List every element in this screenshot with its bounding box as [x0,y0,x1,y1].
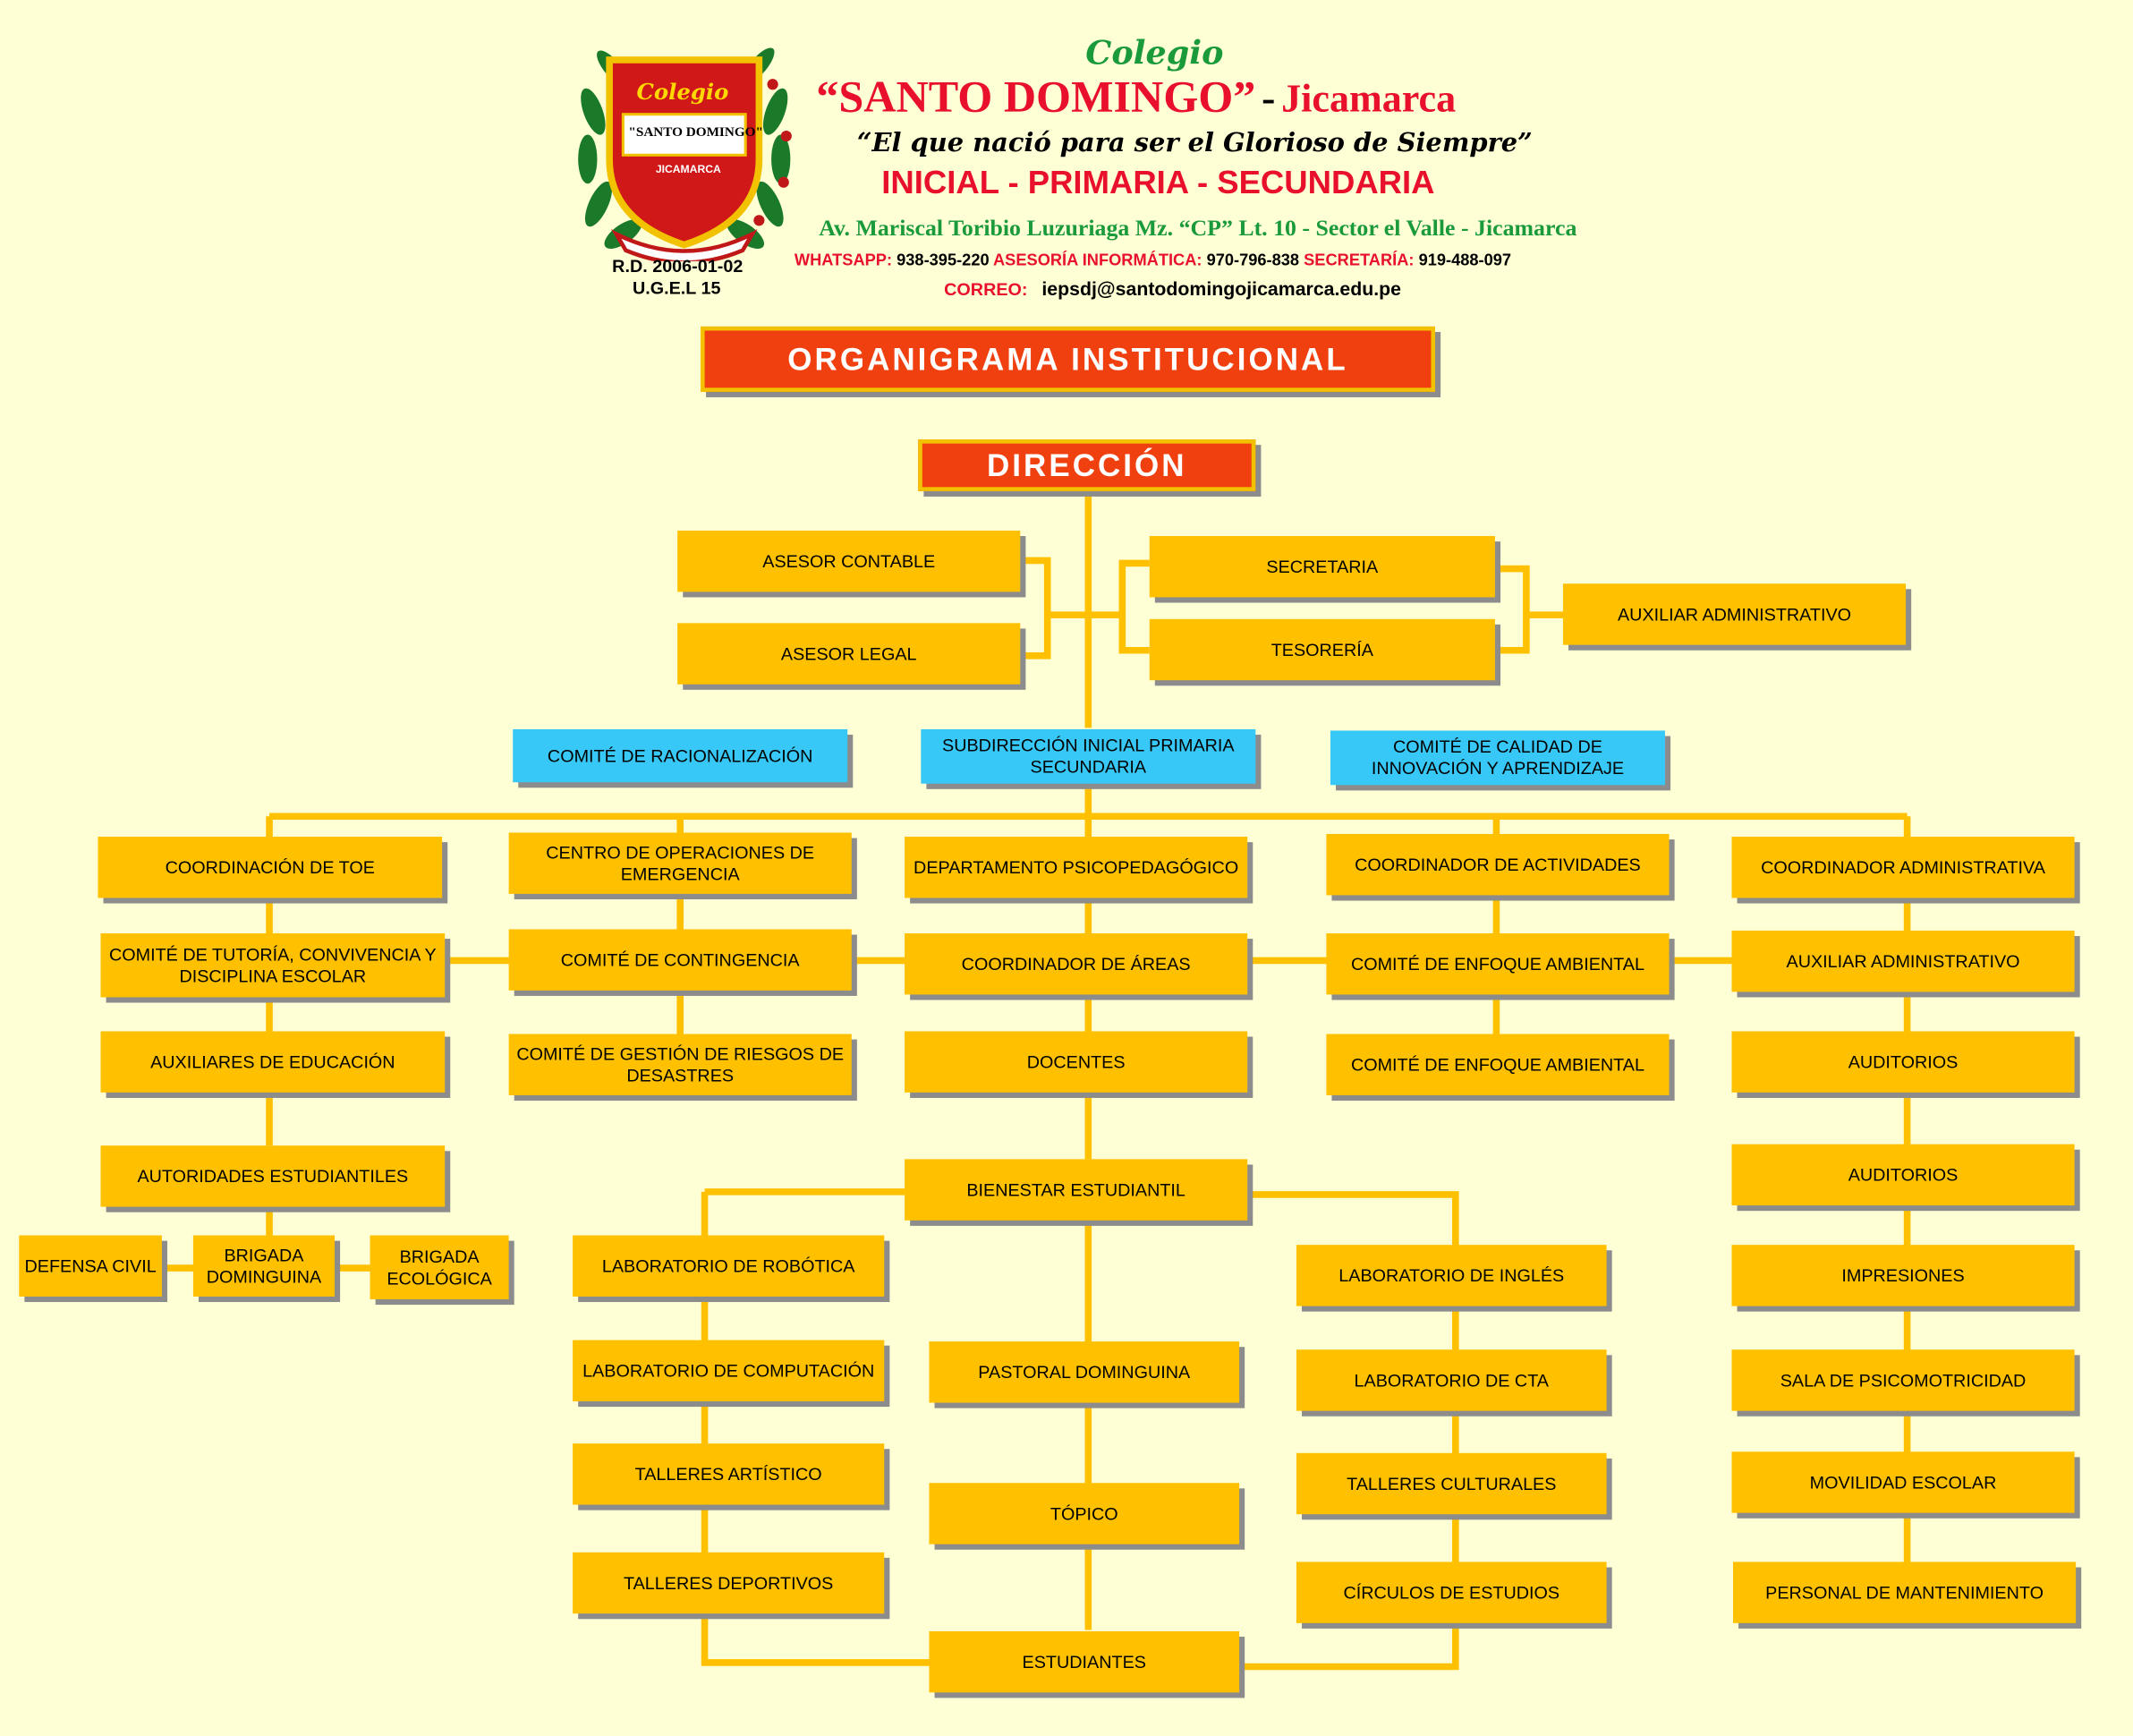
header-school-name [816,73,1456,123]
email-label: CORREO: [944,278,1028,300]
talleres-artistico-box[interactable]: TALLERES ARTÍSTICO [573,1443,884,1504]
lab-cta-box[interactable]: LABORATORIO DE CTA [1296,1349,1607,1410]
circulos-estudios-box[interactable]: CÍRCULOS DE ESTUDIOS [1296,1562,1607,1622]
subdireccion-box[interactable]: SUBDIRECCIÓN INICIAL PRIMARIA SECUNDARIA [921,729,1255,784]
secretaria-label: SECRETARÍA: [1304,250,1415,270]
auditorios-2-box[interactable]: AUDITORIOS [1731,1145,2074,1205]
org-chart-title: ORGANIGRAMA INSTITUCIONAL [701,327,1435,392]
topico-box[interactable]: TÓPICO [929,1483,1239,1544]
ugel-number: U.G.E.L 15 [632,277,721,298]
autoridades-estudiantiles-box[interactable]: AUTORIDADES ESTUDIANTILES [101,1145,446,1206]
auxiliares-educacion-box[interactable]: AUXILIARES DE EDUCACIÓN [101,1031,446,1092]
auxiliar-administrativo-right-box[interactable]: AUXILIAR ADMINISTRATIVO [1731,931,2074,991]
pastoral-dominguina-box[interactable]: PASTORAL DOMINGUINA [929,1341,1239,1402]
direccion-box[interactable]: DIRECCIÓN [918,439,1255,491]
tesoreria-box[interactable]: TESORERÍA [1150,619,1495,680]
school-levels: INICIAL - PRIMARIA - SECUNDARIA [881,164,1435,202]
contact-phones [795,251,1511,269]
whatsapp-label: WHATSAPP: [794,250,893,270]
crest-text-name: "SANTO DOMINGO" [628,124,763,140]
brigada-ecologica-box[interactable]: BRIGADA ECOLÓGICA [370,1236,509,1299]
defensa-civil-box[interactable]: DEFENSA CIVIL [19,1236,162,1297]
lab-ingles-box[interactable]: LABORATORIO DE INGLÉS [1296,1245,1607,1306]
coordinacion-toe-box[interactable]: COORDINACIÓN DE TOE [98,837,442,898]
school-crest [569,30,800,260]
asesoria-number: 970-796-838 [1206,250,1300,270]
departamento-psicopedagogico-box[interactable]: DEPARTAMENTO PSICOPEDAGÓGICO [905,837,1247,898]
crest-text-place: JICAMARCA [655,163,721,176]
centro-operaciones-box[interactable]: CENTRO DE OPERACIONES DE EMERGENCIA [509,832,852,893]
lab-robotica-box[interactable]: LABORATORIO DE ROBÓTICA [573,1236,884,1297]
coordinador-administrativa-box[interactable]: COORDINADOR ADMINISTRATIVA [1731,837,2074,898]
impresiones-box[interactable]: IMPRESIONES [1731,1245,2074,1306]
header-colegio: Colegio [1085,32,1224,72]
contact-email [944,277,1401,302]
comite-enfoque-ambiental-2-box[interactable]: COMITÉ DE ENFOQUE AMBIENTAL [1326,1034,1669,1095]
name-dash: - [1262,76,1276,122]
whatsapp-number: 938-395-220 [897,250,990,270]
comite-riesgos-box[interactable]: COMITÉ DE GESTIÓN DE RIESGOS DE DESASTRES [509,1034,852,1095]
school-place: Jicamarca [1281,77,1457,122]
school-motto: “El que nació para ser el Glorioso de Siempre” [856,127,1533,158]
coordinador-actividades-box[interactable]: COORDINADOR DE ACTIVIDADES [1326,834,1669,895]
secretaria-number: 919-488-097 [1418,250,1512,270]
comite-contingencia-box[interactable]: COMITÉ DE CONTINGENCIA [509,929,852,990]
sala-psicomotricidad-box[interactable]: SALA DE PSICOMOTRICIDAD [1731,1349,2074,1410]
talleres-culturales-box[interactable]: TALLERES CULTURALES [1296,1453,1607,1514]
movilidad-escolar-box[interactable]: MOVILIDAD ESCOLAR [1731,1451,2074,1512]
comite-calidad-box[interactable]: COMITÉ DE CALIDAD DE INNOVACIÓN Y APRENDIZAJE [1330,730,1665,785]
crest-graphic [569,30,800,260]
comite-enfoque-ambiental-1-box[interactable]: COMITÉ DE ENFOQUE AMBIENTAL [1326,933,1669,994]
coordinador-areas-box[interactable]: COORDINADOR DE ÁREAS [905,933,1247,994]
brigada-dominguina-box[interactable]: BRIGADA DOMINGUINA [193,1236,335,1297]
secretaria-box[interactable]: SECRETARIA [1150,536,1495,597]
docentes-box[interactable]: DOCENTES [905,1031,1247,1092]
talleres-deportivos-box[interactable]: TALLERES DEPORTIVOS [573,1553,884,1613]
email-address[interactable]: iepsdj@santodomingojicamarca.edu.pe [1041,277,1402,300]
comite-racionalizacion-box[interactable]: COMITÉ DE RACIONALIZACIÓN [513,729,847,782]
crest-text-colegio: Colegio [636,79,729,106]
estudiantes-box[interactable]: ESTUDIANTES [929,1631,1239,1692]
asesor-legal-box[interactable]: ASESOR LEGAL [677,623,1020,684]
asesor-contable-box[interactable]: ASESOR CONTABLE [677,531,1020,591]
auxiliar-administrativo-top-box[interactable]: AUXILIAR ADMINISTRATIVO [1563,583,1906,644]
school-address: Av. Mariscal Toribio Luzuriaga Mz. “CP” Lt. 10 - Sector el Valle - Jicamarca [819,215,1577,242]
school-name: “SANTO DOMINGO” [816,73,1256,123]
asesoria-label: ASESORÍA INFORMÁTICA: [993,250,1202,270]
auditorios-1-box[interactable]: AUDITORIOS [1731,1031,2074,1092]
bienestar-estudiantil-box[interactable]: BIENESTAR ESTUDIANTIL [905,1159,1247,1220]
personal-mantenimiento-box[interactable]: PERSONAL DE MANTENIMIENTO [1733,1562,2076,1622]
rd-number: R.D. 2006-01-02 [612,255,744,277]
lab-computacion-box[interactable]: LABORATORIO DE COMPUTACIÓN [573,1340,884,1401]
comite-tutoria-box[interactable]: COMITÉ DE TUTORÍA, CONVIVENCIA Y DISCIPLINA ESCOLAR [101,933,446,997]
